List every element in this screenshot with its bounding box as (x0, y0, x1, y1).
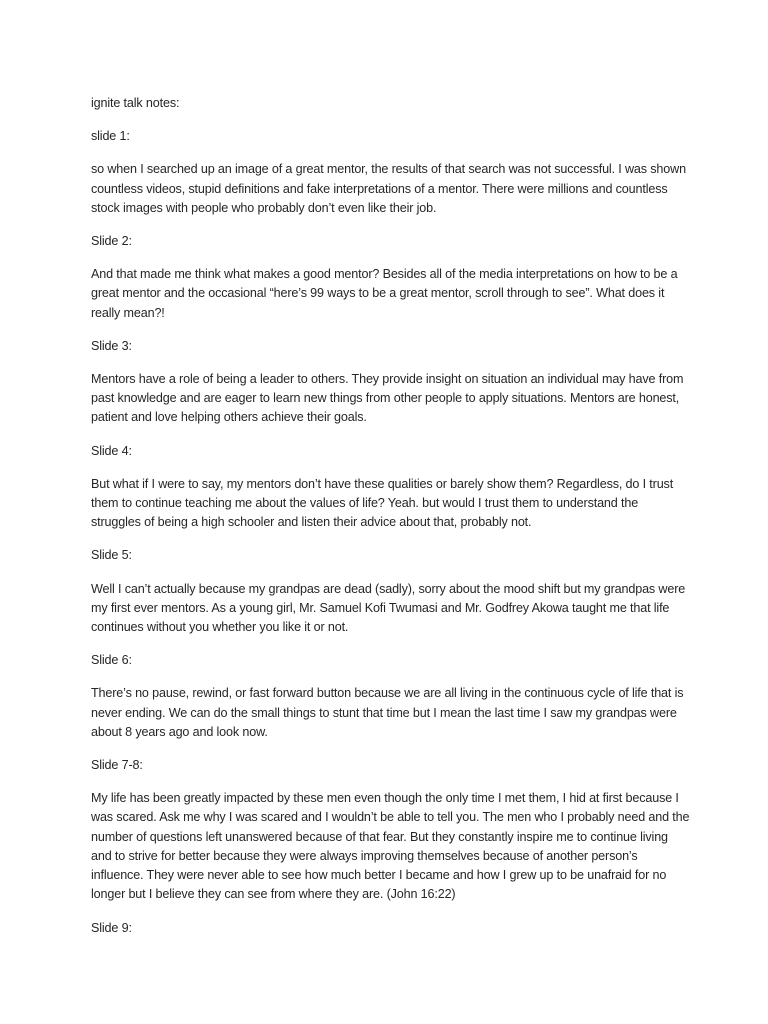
document-heading: ignite talk notes: (91, 96, 180, 110)
slide-3-text: Mentors have a role of being a leader to others. They provide insight on situation an individual may have from past knowledge and are eager to learn new things from other people to apply situations. Mentors are honest, patient and love helping others achieve their goals. (91, 372, 684, 425)
slide-5-label: Slide 5: (91, 548, 132, 563)
slide-7-8-text: My life has been greatly impacted by these men even though the only time I met them, I hid at first because I was scared. Ask me why I was scared and I wouldn’t be able to tell you. The men who I probably need and the number of questions left unanswered because of that fear. But they constantly inspire me to continue living and to strive for better because they were always improving themselves because of another person’s influence. They were never able to see how much better I became and how I grew up to be unafraid for no longer but I believe they can see from where they are. (John 16:22) (91, 791, 690, 902)
slide-3-label: Slide 3: (91, 338, 132, 353)
slide-7-8-label: Slide 7-8: (91, 758, 143, 773)
slide-9-label: Slide 9: (91, 920, 132, 935)
slide-4-text: But what if I were to say, my mentors don’t have these qualities or barely show them? Regardless, do I trust them to continue teaching me about the values of life? Yeah. but would I trust them to understand the struggles of being a high schooler and listen their advice about that, probably not. (91, 476, 674, 530)
slide-6-text: There’s no pause, rewind, or fast forward button because we are all living in the continuous cycle of life that is never ending. We can do the small things to stunt that time but I mean the last time I saw my grandpas were about 8 years ago and look now. (91, 686, 684, 739)
slide-5-text: Well I can’t actually because my grandpas are dead (sadly), sorry about the mood shift but my grandpas were my first ever mentors. As a young girl, Mr. Samuel Kofi Twumasi and Mr. Godfrey Akowa taught me that life continues without you whether you like it or not. (91, 581, 686, 635)
slide-6-label: Slide 6: (91, 653, 132, 668)
slide-2-text: And that made me think what makes a good mentor? Besides all of the media interpretations on how to be a great mentor and the occasional “here’s 99 ways to be a great mentor, scroll through to see”. What does it really mean?! (91, 267, 678, 320)
slide-1-label: slide 1: (91, 129, 130, 144)
slide-1-text: so when I searched up an image of a great mentor, the results of that search was not successful. I was shown countless videos, stupid definitions and fake interpretations of a mentor. There were millions and countless stock images with people who probably don’t even like their job. (91, 162, 686, 215)
slide-2-label: Slide 2: (91, 234, 132, 249)
slide-4-label: Slide 4: (91, 443, 132, 458)
document-page (91, 94, 691, 952)
